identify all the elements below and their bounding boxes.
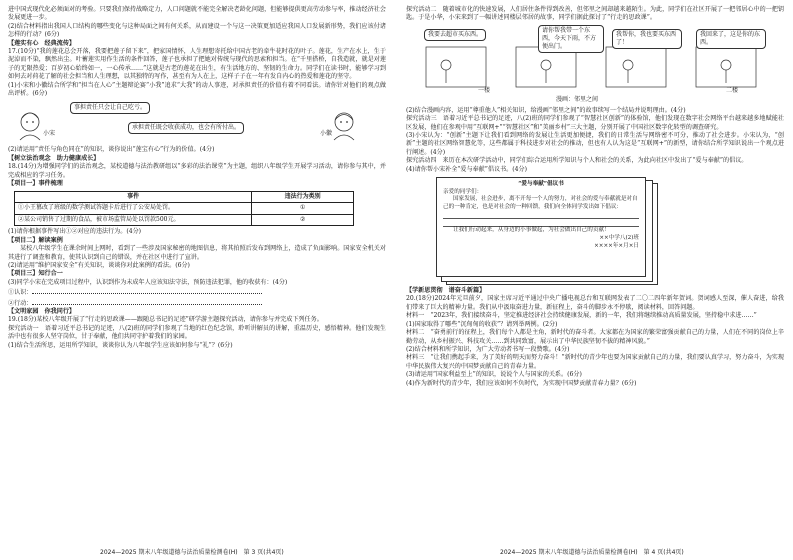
name-xiaosong: 小宋: [43, 130, 56, 138]
page-3-column: [8, 6, 386, 350]
question-19-2: (2)结合漫画内容，运用“尊重他人”相关知识，给漫画“邻里之间”的故事续写一个结局并说明理由。(4分): [406, 106, 686, 114]
comic-bubble-1: 我要去超市买东西。: [424, 29, 486, 41]
question-17: 17.(10分)“我的莲花总会开落，我要把莲子留下来”，把家国情怀，人生理想寄托给中国古老的牵牛花时花的叶子。莲花，生产在水上，生于泥淖而不染，飘然出尘。叶蓄莲实用作生活的条件回答，莲子也承担了把她对传统与现代的思索和担当。在“千里搭桥，自我造就，就是对莲子的无限热爱；百岁初心始终如一，一心传承……”这就是古老的莲花在出生，有生活地方的、坚韧的生命力。同学们在读书时，能够学习到如何去对荷花了解的社会担当和人生理想，以其独特的写作，甚至有为人在上，这样子子在一年有发自内心的热爱和莲花的坚守。: [8, 48, 386, 81]
events-table: [14, 191, 354, 227]
table-header-row: [15, 191, 354, 203]
section-header-civil: 【文明家园 你我同行】: [8, 307, 76, 315]
table-row: [15, 203, 354, 215]
section-header-spirit: 【学新思贯彻 谱奋斗新篇】: [406, 287, 486, 295]
question-19-1: (1)结合生活所思，运用所学知识，谈谈你认为八年级学生应该如何参与“礼”？(6分): [8, 341, 233, 349]
activity-3: 探究活动三 语着习近平总书记的足迹，八(2)班的同学们参观了“智慧社区创新”的体验馆，他们发现在数字社会网络平台越来越多地赋能社区发展，他们在参观中用“互联网+”“智慧社区”和“美丽乡村”三大主题，分别开展了中国社区数字化转型的调查研究。: [406, 115, 784, 131]
case-text: 某校八年级学生在课余时间上网时，看到了一些涉及国家秘密的地图信息，将其拍照后发布到网络上，造成了负面影响。国家安全机关对其进行了调查和教育，使其认识到自己的错误，并在社区中进行了宣讲。: [8, 245, 386, 261]
task-2-title: 【项目二】解读案例: [8, 236, 63, 244]
footer-page-3: 2024—2025 期末八年级道德与法治质量检测卷(H) 第 3 页(共4页): [100, 549, 284, 556]
letter-date: ××××年×月×日: [594, 242, 639, 249]
intro-para-1: 进中国式现代化必须面对的考验。只要我们保持战略定力，人口问题就不能完全解决老龄化问题，但能够提供更高劳动参与率，推动经济社会发展更进一步。: [8, 6, 386, 22]
task-1-title: 【项目一】事件梳理: [8, 180, 63, 188]
table-header-event: 事件: [15, 191, 252, 203]
table-cell-type-1: ①: [252, 203, 354, 215]
question-20: 20.(18分)2024年元旦前夕，国家主席习近平通过中央广播电视总台和互联网发表了二〇二四年新年贺词。贺词感人至深，催人奋进，给我们带来了巨大的精神力量。我们从中汲取奋进力量，新征程上，奋斗的脚步永不停歇，阅读材料，回答问题。: [406, 295, 784, 311]
comic-bubble-3: 我帮你，我也要买东西了！: [612, 29, 682, 49]
material-1: 材料一 “2023年，我们接续奋斗，坚定推进经济社会持续健康发展，新的一年，我们将继续推动高质量发展，坚持稳中求进……”: [406, 312, 757, 320]
table-cell-type-2: ②: [252, 214, 354, 226]
question-20-2: (2)结合材料和所学知识，为广大劳动者书写一段赞歌。(4分): [406, 345, 570, 353]
question-19: 19.(18分)某校八年级开展了“行走的思政课——跟随总书记的足迹”研学游主题探究活动，请你参与并完成下列任务。: [8, 316, 323, 324]
question-18-1: (1)请你根据事件写出①②对应的违法行为。(4分): [8, 228, 142, 236]
table-header-type: 违法行为类别: [252, 191, 354, 203]
activity-4: 探究活动四 来历在本次研学活动中，同学们综合运用所学知识与个人和社会的关系，为此向社区中发出了“爱与奉献”的倡议。: [406, 157, 748, 165]
page-4-column: [406, 6, 784, 388]
speech-bubble-xiaosong: 事担责任只会让自己吃亏。: [70, 102, 150, 114]
answer-line-action: [8, 298, 386, 308]
comic-bubble-2: 请你帮我带一个东西，今天下雨，不方便出门。: [538, 25, 604, 53]
task-3-title: 【项目三】知行合一: [8, 270, 63, 278]
name-xiaohui: 小徽: [320, 130, 333, 138]
knowledge-label: ①认识：: [8, 289, 33, 297]
letter-greeting: 亲爱的同学们：: [443, 188, 483, 195]
letter-body-1: 国家发展，社会进步，离不开每一个人的努力，对社会的爱与奉献就是对自己的一种肯定，也是对社会的一种回馈，我们向全体同学发出如下倡议：: [443, 196, 638, 210]
proposal-letter: [436, 177, 666, 287]
blank-line: [32, 287, 262, 294]
question-18: 18.(14分)为增强同学们的法治观念，某校道德与法治教研组以“多彩的法治课堂”为主题，组织八年级学生开展学习活动，请你参与其中，并完成相应的学习任务。: [8, 163, 386, 179]
comic-neighbors: [406, 25, 784, 105]
speech-bubble-xiaohui: 承担责任既会收获成功，也会有所付出。: [128, 122, 244, 134]
comic-label-floor-1: 一楼: [478, 86, 491, 94]
material-2: 材料二 “奋勇前行的征程上，我们每个人都是主角，新时代的奋斗者。大家都在为国家的繁荣富强贡献自己的力量，人们在不同的岗位上辛勤劳动，从乡村振兴、科技攻关……到共同致富，展示出了中华民族坚韧不拔的精神风貌。”: [406, 329, 784, 345]
activity-2: 探究活动二 随着城市化的快速发展，人们居住条件得到改善，但邻里之间却越来越陌生。为此，同学们在社区开展了一把邻居心中的一把钥匙。于是小华，小宋来到了一幅讲述同楼层邻居的故事，同学们据此探讨了“行走的思政课”。: [406, 6, 784, 22]
letter-sheet-front: [436, 177, 646, 277]
comic-bubble-4: 我回来了，这是你的东西。: [696, 29, 766, 49]
figure-dialogue: [8, 100, 386, 144]
question-18-3: (3)同学小宋在完成项目过程中，认识到作为未成年人应该知法守法，预防违法犯罪，他的收获有：(4分): [8, 278, 288, 286]
section-header-lotus: 【莲实有心 经典流传】: [8, 39, 76, 47]
letter-blank-line: [443, 211, 639, 219]
table-cell-event-2: ②某公司销售了过期的食品，被市场监管局处以罚款500元。: [15, 214, 252, 226]
intro-para-2: (2)结合材料指出我国人口结构的哪些变化与这种局面之间有何关系，从而建设一个与这一决策更加适应我国人口发展新形势，我们应该付诸怎样的行动？(6分): [8, 22, 386, 39]
question-20-1: (1)国家取得了哪些“沉甸甸的收获”？请列举两例。(2分): [406, 320, 558, 328]
letter-body-2: 让我们行动起来，从身边的小事做起，为社会做出自己的贡献！: [453, 227, 610, 234]
question-17-2: (2)请运用“责任与角色同在”的知识，谈你说出“莲宝有心”行为的价值。(4分): [8, 146, 215, 154]
letter-signature: ××中学八(2)班: [599, 235, 639, 242]
letter-title: “爱与奉献”倡议书: [518, 181, 564, 188]
table-cell-event-1: ①小王篡改了班级的数学测试答题卡后进行了公安局处罚。: [15, 203, 252, 215]
table-row: [15, 214, 354, 226]
comic-label-floor-2: 二楼: [726, 86, 739, 94]
question-19-3: (3)小宋认为：“创新”主题下让我们看到网络的发展让生活更加便捷，我们的日常生活与网络密不可分，推动了社会进步。小宋认为，“创新”主题的社区网络智慧化等，这些都属于科技进步对社会的推动，但也有人认为这是“互联网+”的新型，请你结合所学知识说出一个观点进行阐述。(4分): [406, 132, 784, 156]
footer-page-4: 2024—2025 期末八年级道德与法治质量检测卷(H) 第 4 页(共4页): [500, 549, 684, 556]
answer-line-knowledge: [8, 287, 386, 297]
action-label: ②行动：: [8, 299, 33, 307]
blank-line: [32, 298, 262, 305]
question-20-4: (4)作为新时代的青少年，我们应该如何不负时代，为实现中国梦贡献青春力量？(6分): [406, 379, 637, 387]
question-17-1: (1)小宋和小徽结合所学和“担当在人心”主题辩论赛“小我”追求“大我”的动人事迹，对承担责任的价值有着不同看法。请你针对他们的观点做出评析。(6分): [8, 81, 386, 98]
comic-caption: 漫画：邻里之间: [556, 95, 599, 103]
question-20-3: (3)请运用“国家利益至上”的知识，说说个人与国家的关系。(6分): [406, 371, 582, 379]
activity-1: 探究活动一 语着习近平总书记的足迹，八(2)班的同学们参观了当地的红色纪念馆，聆听讲解员的讲解，重温历史，感悟精神。他们发现生活中也有很多人坚守岗位，甘于奉献，他们共同守护着我们的家园。: [8, 324, 386, 341]
material-3: 材料三 “让我们携起手来，为了美好的明天而努力奋斗！”新时代的青少年也要为国家贡献自己的力量，我们要认真学习，努力奋斗，为实现中华民族伟大复兴的中国梦贡献自己的青春力量。: [406, 354, 784, 370]
section-header-law: 【树立法治观念 助力健康成长】: [8, 154, 100, 162]
question-19-4: (4)请你帮小宋补全“爱与奉献”倡议书。(4分): [406, 165, 527, 173]
question-18-2: (2)请运用“维护国家安全”有关知识，谈谈你对此案例的看法。(6分): [8, 261, 190, 269]
